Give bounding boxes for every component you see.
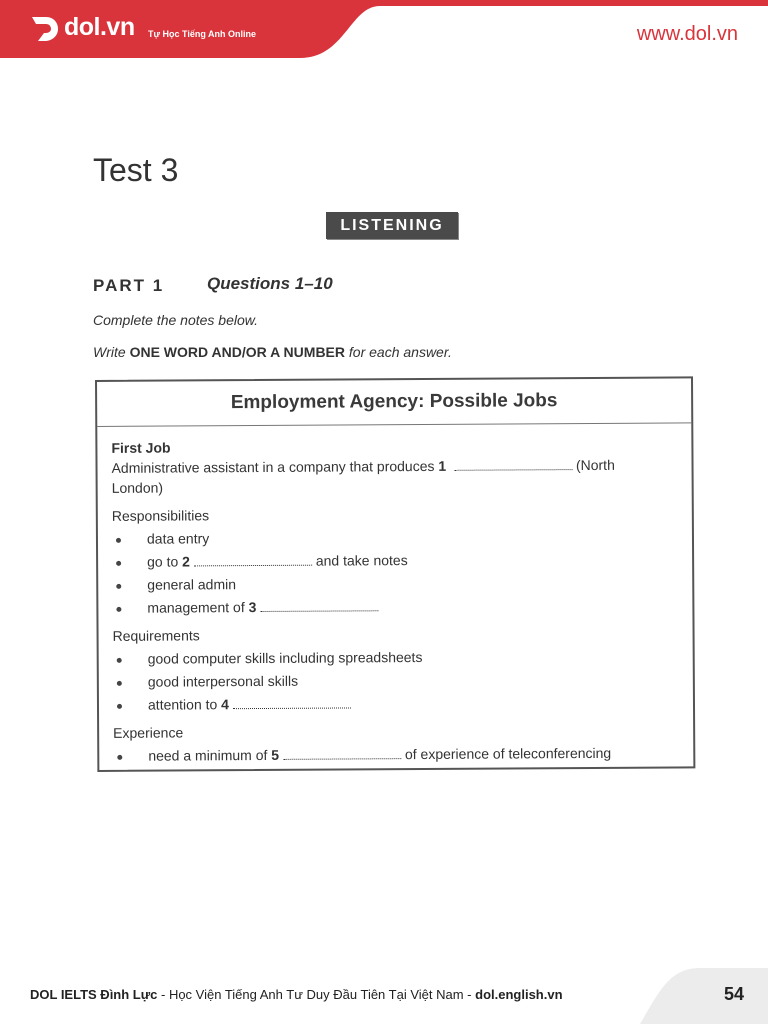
list-item bbox=[116, 530, 209, 547]
brand-tagline: Tự Học Tiếng Anh Online bbox=[148, 29, 257, 39]
list-item-text: good computer skills including spreadsheets bbox=[147, 649, 423, 667]
bullet-icon bbox=[117, 658, 122, 663]
question-number-4: 4 bbox=[221, 696, 230, 713]
brand-name: dol.vn bbox=[64, 13, 135, 41]
instruction-word-limit-bold: ONE WORD AND/OR A NUMBER bbox=[129, 344, 345, 360]
footer-credit bbox=[30, 987, 563, 1002]
footer-site-link[interactable]: dol.english.vn bbox=[475, 987, 563, 1002]
notes-box-header bbox=[97, 378, 691, 427]
question-number-5: 5 bbox=[271, 746, 280, 763]
list-item-text: general admin bbox=[147, 576, 237, 593]
first-job-heading: First Job bbox=[111, 439, 171, 456]
section-badge: LISTENING bbox=[326, 212, 458, 239]
answer-blank-1[interactable] bbox=[454, 469, 572, 471]
answer-blank-3[interactable] bbox=[260, 610, 378, 612]
list-item bbox=[116, 576, 236, 593]
notes-title: Employment Agency: Possible Jobs bbox=[230, 390, 558, 414]
list-item bbox=[117, 673, 298, 690]
list-item-text: good interpersonal skills bbox=[147, 672, 299, 690]
list-item-text: go to bbox=[147, 553, 179, 570]
question-number-3: 3 bbox=[248, 599, 257, 616]
part-label: PART 1 bbox=[93, 276, 165, 295]
question-number-1: 1 bbox=[438, 457, 447, 474]
list-item bbox=[116, 552, 408, 570]
list-item-suffix: and take notes bbox=[315, 552, 408, 569]
site-link[interactable]: www.dol.vn bbox=[636, 23, 738, 45]
list-item bbox=[116, 598, 378, 616]
bullet-icon bbox=[116, 538, 121, 543]
answer-blank-4[interactable] bbox=[233, 707, 351, 709]
test-title: Test 3 bbox=[93, 152, 179, 188]
list-item-text: management of bbox=[147, 599, 245, 616]
bullet-icon bbox=[116, 561, 121, 566]
requirements-heading: Requirements bbox=[112, 627, 200, 644]
list-item bbox=[117, 649, 423, 667]
bullet-icon bbox=[116, 607, 121, 612]
instruction-complete-notes: Complete the notes below. bbox=[93, 312, 258, 328]
first-job-line bbox=[111, 457, 614, 476]
question-number-2: 2 bbox=[182, 553, 190, 570]
instruction-word-limit bbox=[93, 344, 452, 360]
bullet-icon bbox=[117, 755, 122, 760]
bullet-icon bbox=[117, 704, 122, 709]
dol-logo-icon bbox=[30, 13, 60, 43]
first-job-suffix: (North bbox=[575, 456, 615, 474]
instruction-prefix: Write bbox=[93, 344, 126, 360]
list-item-text: need a minimum of bbox=[148, 746, 268, 764]
instruction-suffix: for each answer. bbox=[348, 344, 452, 360]
header-band bbox=[0, 0, 768, 58]
list-item-suffix: of experience of teleconferencing bbox=[404, 744, 612, 763]
list-item bbox=[117, 695, 351, 712]
footer-brand: DOL IELTS Đình Lực bbox=[30, 987, 158, 1002]
responsibilities-heading: Responsibilities bbox=[111, 507, 210, 524]
notes-box bbox=[95, 376, 695, 772]
experience-heading: Experience bbox=[113, 724, 184, 741]
questions-range: Questions 1–10 bbox=[207, 274, 333, 293]
page-number: 54 bbox=[723, 984, 744, 1004]
bullet-icon bbox=[116, 584, 121, 589]
bullet-icon bbox=[117, 681, 122, 686]
list-item-text: attention to bbox=[147, 696, 218, 713]
list-item bbox=[117, 745, 611, 764]
footer-middle: - Học Viện Tiếng Anh Tư Duy Đầu Tiên Tại Việt Nam - bbox=[157, 987, 476, 1002]
first-job-line-2: London) bbox=[111, 479, 164, 496]
list-item-text: data entry bbox=[146, 530, 210, 547]
answer-blank-2[interactable] bbox=[194, 565, 312, 567]
answer-blank-5[interactable] bbox=[283, 758, 401, 760]
first-job-prefix: Administrative assistant in a company that produces bbox=[111, 457, 435, 476]
